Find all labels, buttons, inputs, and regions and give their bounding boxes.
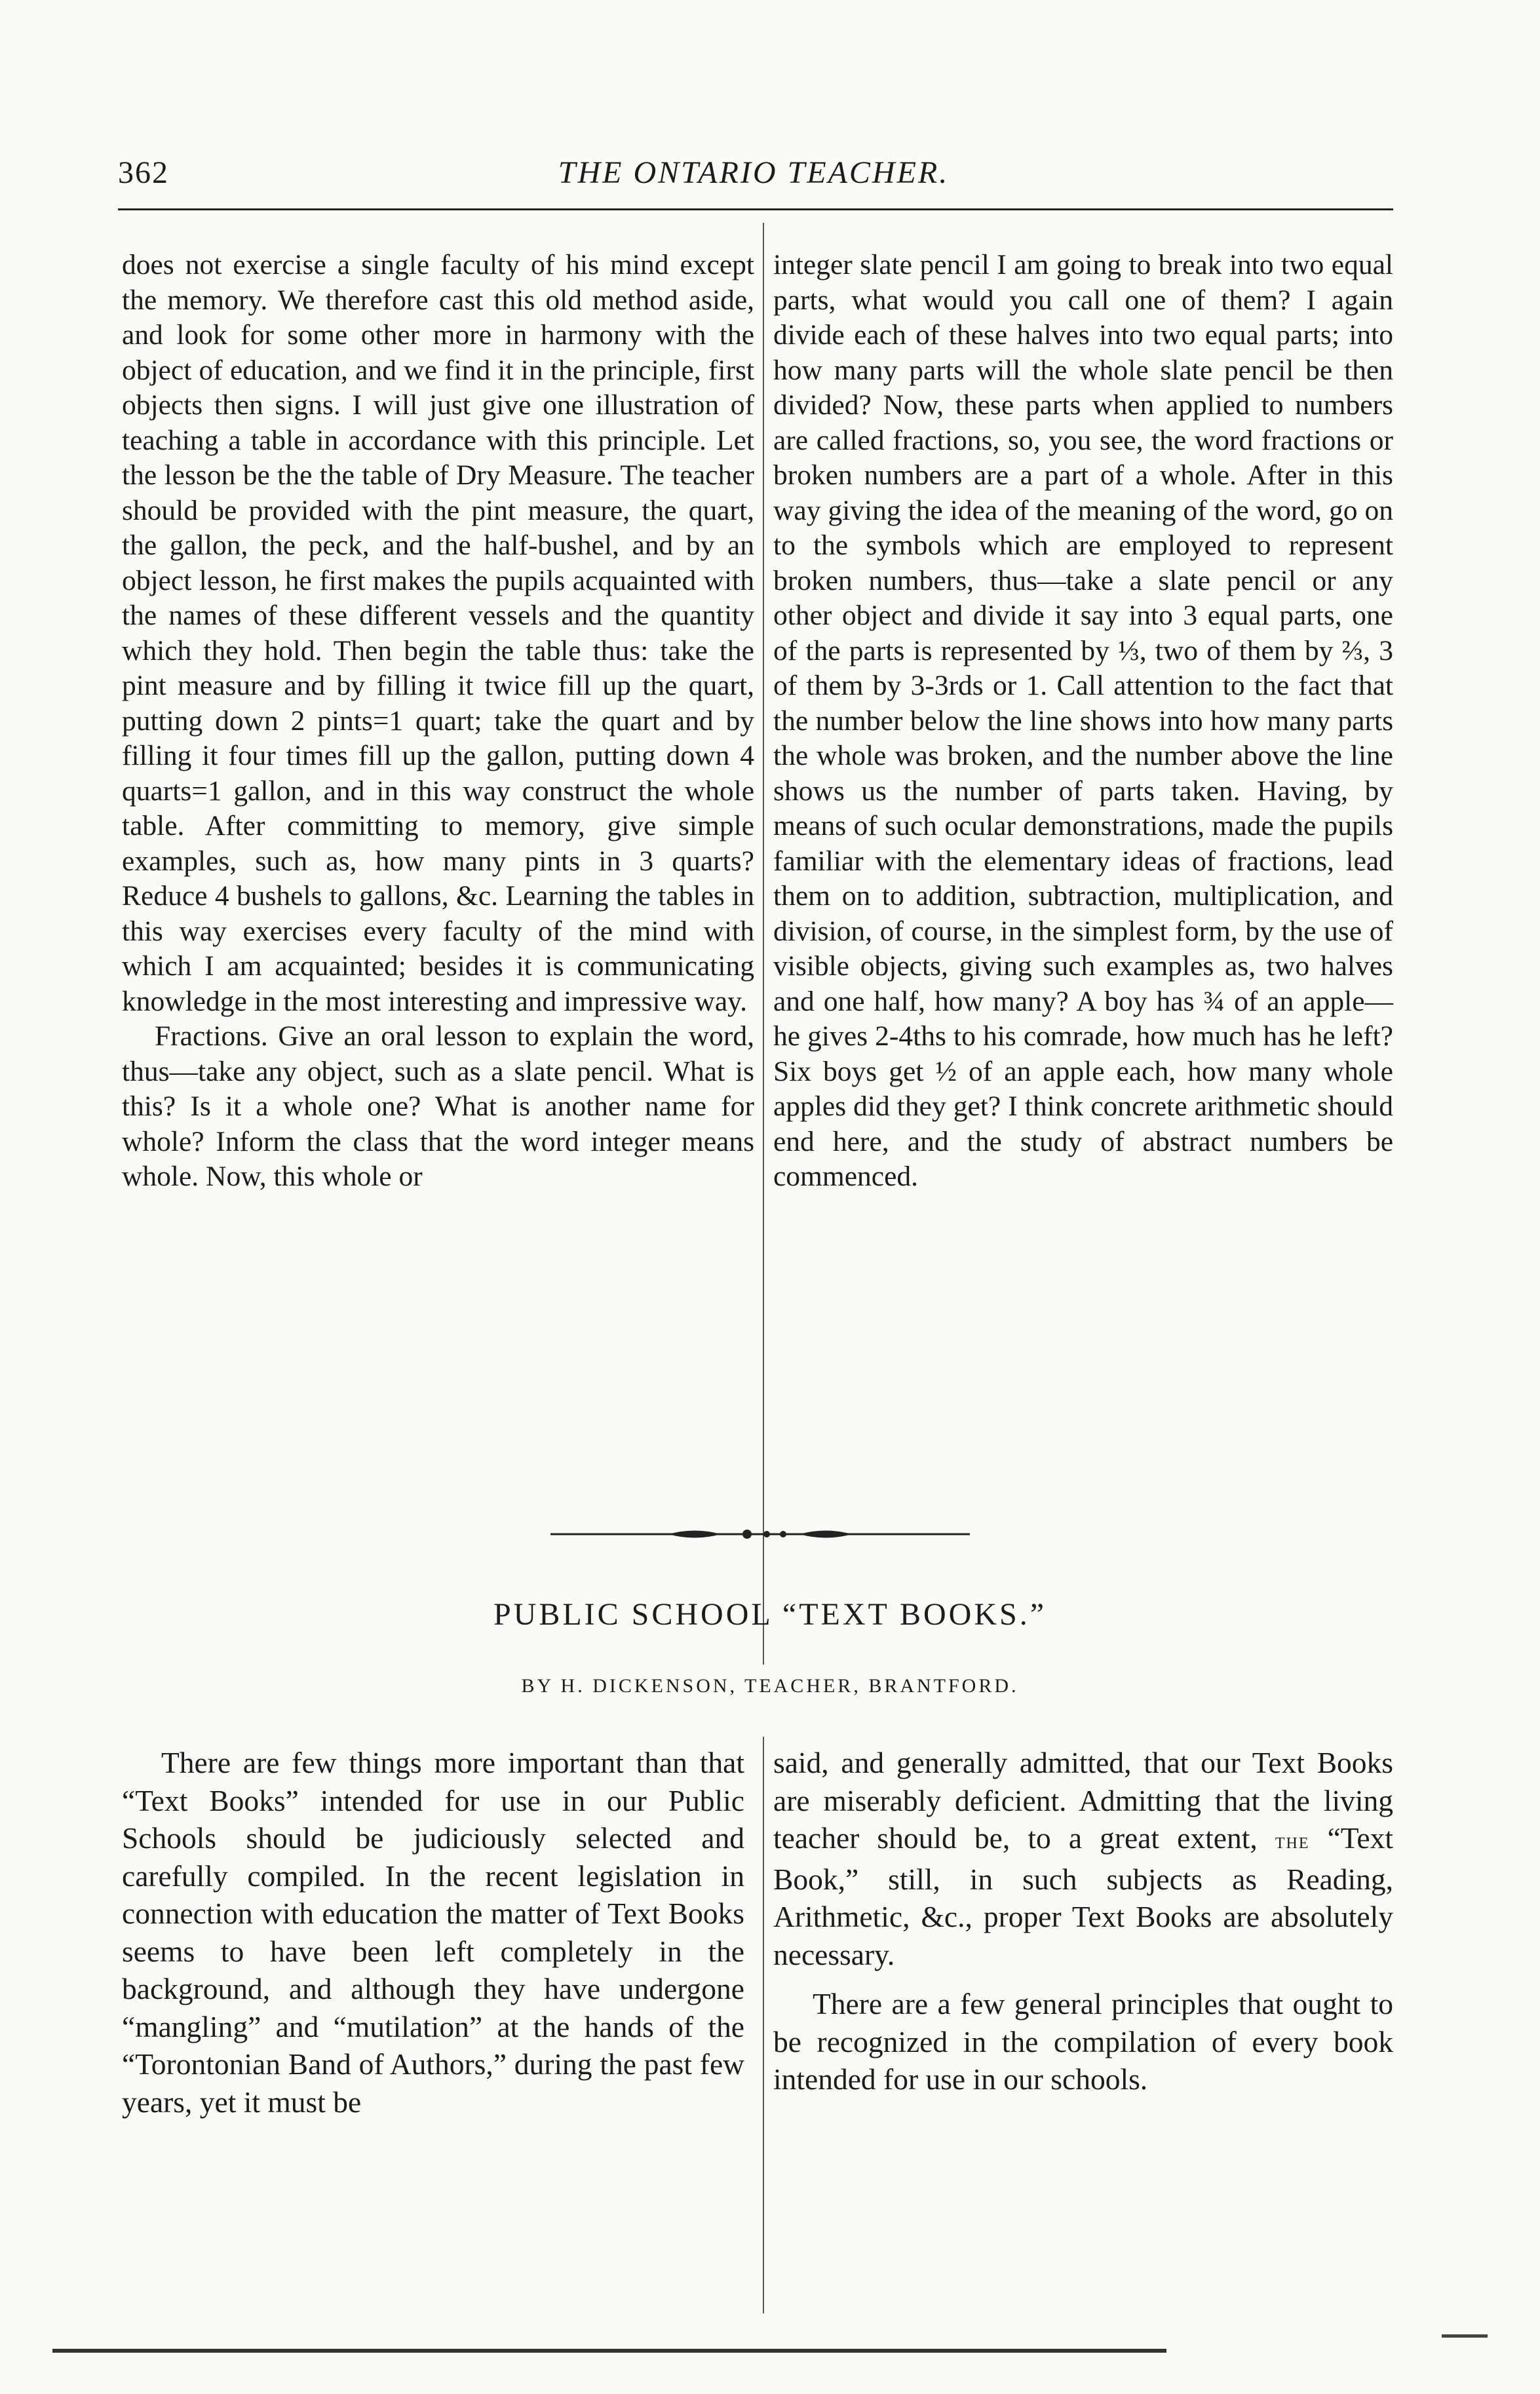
- article1-paragraph: Fractions. Give an oral lesson to explain the word, thus—take any object, such as a slate pencil. What is this? Is it a whole one? What is another name for whole? Inform the class that the word integer means whole. Now, this whole or: [122, 1020, 754, 1192]
- header-rule: [118, 208, 1393, 210]
- article1-paragraph: integer slate pencil I am going to break into two equal parts, what would you call one of them? I again divide each of these halves into two equal parts; into how many parts will the whole slate pencil be then divided? Now, these parts when applied to numbers are called fractions, so, you see, the word fractions or broken numbers are a part of a whole. After in this way giving the idea of the meaning of the word, go on to the symbols which are employed to represent broken numbers, thus—take a slate pencil or any other object and divide it say into 3 equal parts, one of the parts is represented by ⅓, two of them by ⅔, 3 of them by 3-3rds or 1. Call attention to the fact that the number below the line shows into how many parts the whole was broken, and the number above the line shows us the number of parts taken. Having, by means of such ocular demonstrations, made the pupils familiar with the elementary ideas of fractions, lead them on to addition, subtraction, multiplication, and division, of course, in the simplest form, by the use of visible objects, giving such examples as, two halves and one half, how many? A boy has ¾ of an apple—he gives 2-4ths to his comrade, how much has he left? Six boys get ½ of an apple each, how many whole apples did they get? I think concrete arithmetic should end here, and the study of abstract numbers be commenced.: [773, 249, 1393, 1192]
- column-divider: [763, 223, 764, 1665]
- page-number: 362: [118, 155, 169, 190]
- footer-mark: [1442, 2334, 1488, 2338]
- section-ornament: [550, 1524, 970, 1544]
- article1-column-left: [122, 248, 754, 1195]
- article2-paragraph: There are few things more important than that “Text Books” intended for use in our Public Schools should be judiciously selected and carefully compiled. In the recent legislation in connection with education the matter of Text Books seems to have been left completely in the background, and although they have undergone “mangling” and “mutilation” at the hands of the “Torontonian Band of Authors,” during the past few years, yet it must be: [122, 1746, 744, 2119]
- small-caps-word: the: [1275, 1829, 1310, 1853]
- footer-rule: [52, 2349, 1166, 2353]
- article1-column-right: [773, 248, 1393, 1195]
- article2-paragraph: There are a few general principles that ought to be recognized in the compilation of every book intended for use in our schools.: [773, 1987, 1393, 2096]
- article2-paragraph: said, and generally admitted, that our Text Books are miserably deficient. Admitting that the living teacher should be, to a great extent, the “Text Book,” still, in such subjects as Reading, Arithmetic, &c., proper Text Books are absolutely necessary.: [773, 1746, 1393, 1971]
- article1-paragraph: does not exercise a single faculty of his mind except the memory. We therefore cast this old method aside, and look for some other more in harmony with the object of education, and we find it in the principle, first objects then signs. I will just give one illustration of teaching a table in accordance with this principle. Let the lesson be the the table of Dry Measure. The teacher should be provided with the pint measure, the quart, the gallon, the peck, and the half-bushel, and by an object lesson, he first makes the pupils acquainted with the names of these different vessels and the quantity which they hold. Then begin the table thus: take the pint measure and by filling it twice fill up the quart, putting down 2 pints=1 quart; take the quart and by filling it four times fill up the gallon, putting down 4 quarts=1 gallon, and in this way construct the whole table. After committing to memory, give simple examples, such as, how many pints in 3 quarts? Reduce 4 bushels to gallons, &c. Learning the tables in this way exercises every faculty of the mind with which I am acquainted; besides it is communicating knowledge in the most interesting and impressive way.: [122, 249, 754, 1017]
- page-header: [118, 155, 1389, 201]
- article-byline: BY H. DICKENSON, TEACHER, BRANTFORD.: [521, 1675, 1019, 1697]
- column-divider: [763, 1737, 764, 2313]
- article2-column-left: [122, 1744, 744, 2121]
- running-head: THE ONTARIO TEACHER.: [558, 155, 950, 190]
- article-title: PUBLIC SCHOOL “TEXT BOOKS.”: [493, 1597, 1047, 1632]
- article2-column-right: [773, 1744, 1393, 2098]
